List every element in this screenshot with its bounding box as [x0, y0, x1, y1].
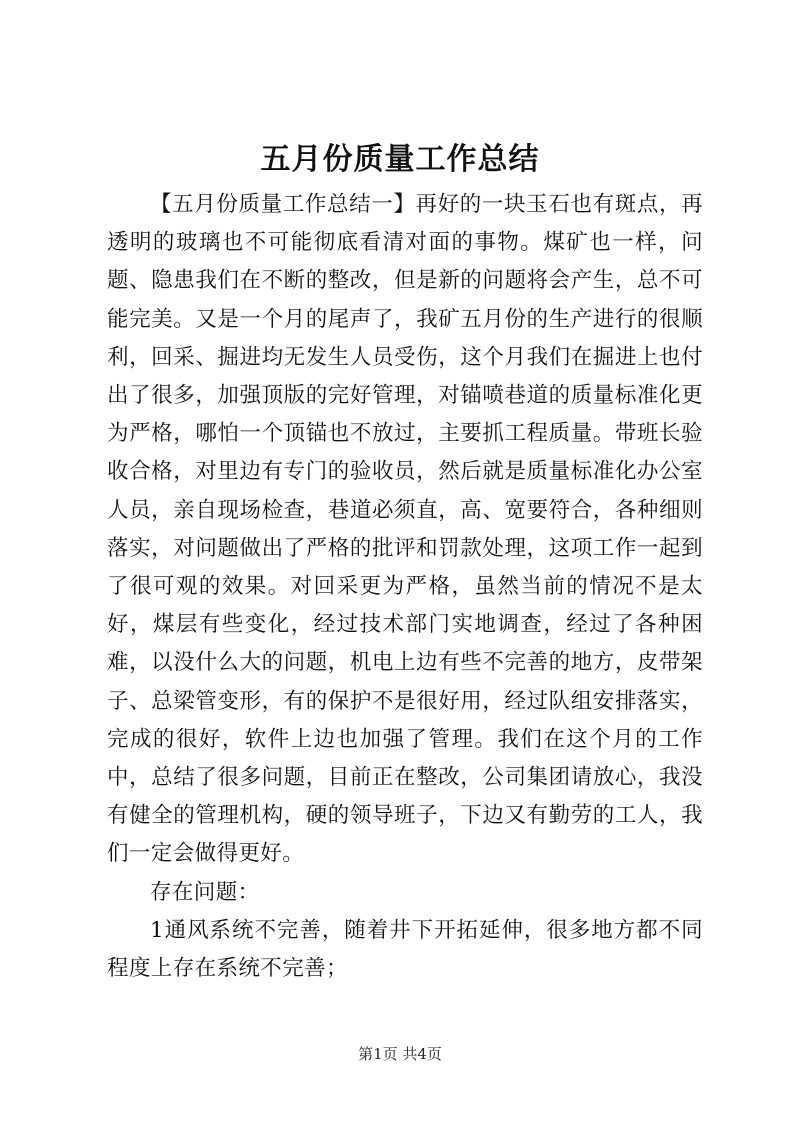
paragraph-issue-1: 1通风系统不完善，随着井下开拓延伸，很多地方都不同程度上存在系统不完善；	[107, 917, 703, 982]
document-body	[107, 186, 703, 988]
document-title: 五月份质量工作总结	[260, 142, 540, 177]
page-number: 第1页 共4页	[358, 1045, 442, 1063]
paragraph-summary: 【五月份质量工作总结一】再好的一块玉石也有斑点，再透明的玻璃也不可能彻底看清对面的事物。煤矿也一样，问题、隐患我们在不断的整改，但是新的问题将会产生，总不可能完美。又是一个月的尾声了，我矿五月份的生产进行的很顺利，回采、掘进均无发生人员受伤，这个月我们在掘进上也付出了很多，加强顶版的完好管理，对锚喷巷道的质量标准化更为严格，哪怕一个顶锚也不放过，主要抓工程质量。带班长验收合格，对里边有专门的验收员，然后就是质量标准化办公室人员，亲自现场检查，巷道必须直，高、宽要符合，各种细则落实，对问题做出了严格的批评和罚款处理，这项工作一起到了很可观的效果。对回采更为严格，虽然当前的情况不是太好，煤层有些变化，经过技术部门实地调查，经过了各种困难，以没什么大的问题，机电上边有些不完善的地方，皮带架子、总梁管变形，有的保护不是很好用，经过队组安排落实，完成的很好，软件上边也加强了管理。我们在这个月的工作中，总结了很多问题，目前正在整改，公司集团请放心，我没有健全的管理机构，硬的领导班子，下边又有勤劳的工人，我们一定会做得更好。	[107, 192, 703, 867]
paragraph-issues-heading: 存在问题：	[150, 879, 260, 905]
